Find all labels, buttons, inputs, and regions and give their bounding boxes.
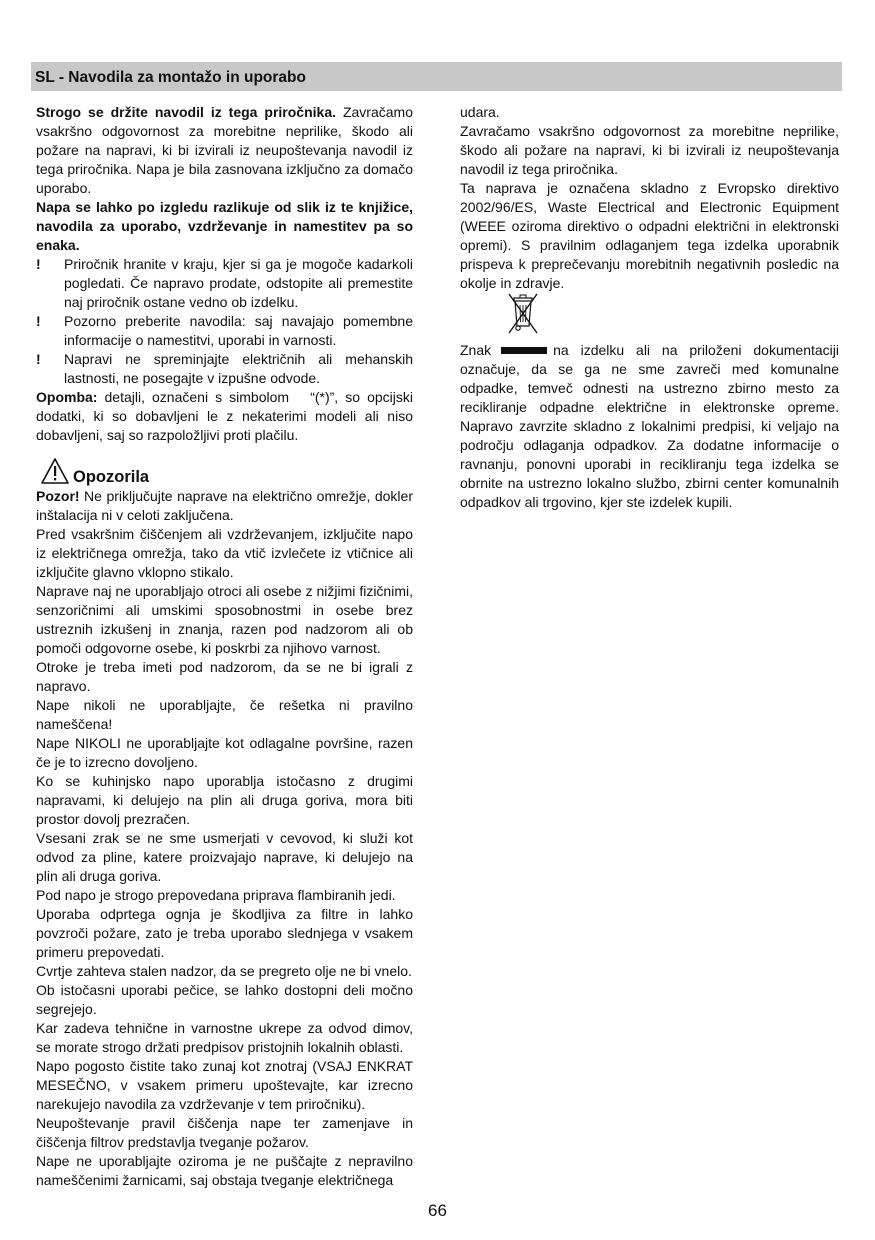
bullet-item xyxy=(36,255,413,312)
images-note: Napa se lahko po izgledu razlikuje od slik iz te knjižice, navodila za uporabo, vzdrževanje in namestitev pa so enaka. xyxy=(36,199,413,253)
continuation-text: udara. xyxy=(460,104,500,120)
weee-text: na izdelku ali na priloženi dokumentaciji označuje, da se ga ne sme zavreči med komunalne odpadke, temveč odnesti na ustrezno zbirno mesto za recikliranje odpadne električne in elektronske opreme. Napravo zavrzite skladno z lokalnimi predpisi, ki veljajo na področju odlaganja odpadkov. Za dodatne informacije o ravnanju, ponovni uporabi in recikliranju tega izdelka se obrnite na ustrezno lokalno službo, zbirni center komunalnih odpadkov ali trgovino, kjer ste izdelek kupili. xyxy=(460,342,839,510)
warning-paragraph: Nape ne uporabljajte oziroma je ne puščajte z nepravilno nameščenimi žarnicami, saj obstaja tveganje električnega xyxy=(36,1153,413,1188)
crossed-out-wheelie-bin-icon xyxy=(508,293,538,335)
warning-title: Opozorila xyxy=(73,468,150,486)
warning-paragraph: Ob istočasni uporabi pečice, se lahko dostopni deli močno segrejejo. xyxy=(36,982,413,1017)
warning-paragraph: Uporaba odprtega ognja je škodljiva za filtre in lahko povzroči požare, zato je treba uporabo slednjega v vsakem primeru prepovedati. xyxy=(36,906,413,960)
weee-word: Znak xyxy=(460,342,492,358)
warning-first-text: Ne priključujte naprave na električno omrežje, dokler inštalacija ni v celoti zaključena. xyxy=(36,488,413,523)
bullet-text: Priročnik hranite v kraju, kjer si ga je mogoče kadarkoli pogledati. Če napravo prodate, odstopite ali premestite naj priročnik ostane vedno ob izdelku. xyxy=(64,256,413,310)
warning-paragraph: Pod napo je strogo prepovedana priprava flambiranih jedi. xyxy=(36,887,396,903)
left-column xyxy=(36,103,413,1190)
warning-paragraph: Nape NIKOLI ne uporabljajte kot odlagalne površine, razen če je to izrecno dovoljeno. xyxy=(36,735,413,770)
weee-paragraph xyxy=(460,341,839,512)
warning-triangle-icon xyxy=(40,457,70,485)
weee-directive-paragraph: Ta naprava je označena skladno z Evropsko direktivo 2002/96/ES, Waste Electrical and Electronic Equipment (WEEE oziroma direktivo o odpadni električni in elektronski opremi). S pravilnim odlaganjem tega izdelka uporabnik prispeva k preprečevanju morebitnih negativnih posledic na okolje in zdravje. xyxy=(460,180,839,291)
warning-paragraph: Pred vsakršnim čiščenjem ali vzdrževanjem, izključite napo iz električnega omrežja, tako da vtič izvlečete iz vtičnice ali izključite glavno vklopno stikalo. xyxy=(36,526,413,580)
intro-bold: Strogo se držite navodil iz tega priročnika. xyxy=(36,104,337,120)
section-title: SL - Navodila za montažo in uporabo xyxy=(35,69,306,86)
black-bar-symbol xyxy=(501,347,547,354)
liability-paragraph: Zavračamo vsakršno odgovornost za morebitne neprilike, škodo ali požare na napravi, ki bi izvirali iz neupoštevanja navodil iz tega priročnika. xyxy=(460,123,839,177)
warning-heading xyxy=(36,459,413,487)
bullet-text: Pozorno preberite navodila: saj navajajo pomembne informacije o namestitvi, uporabi in varnosti. xyxy=(64,313,413,348)
warning-paragraph: Kar zadeva tehnične in varnostne ukrepe za odvod dimov, se morate strogo držati predpisov pristojnih lokalnih oblasti. xyxy=(36,1020,413,1055)
warning-paragraph: Nape nikoli ne uporabljajte, če rešetka ni pravilno nameščena! xyxy=(36,697,413,732)
page-number: 66 xyxy=(428,1201,447,1220)
note-text: detajli, označeni s simbolom “(*)”, so opcijski dodatki, ki so dobavljeni le z nekaterimi modeli ali niso dobavljeni, saj so razpoložljivi proti plačilu. xyxy=(36,389,413,443)
bullet-text: Napravi ne spreminjajte električnih ali mehanskih lastnosti, ne posegajte v izpušne odvode. xyxy=(64,351,413,386)
warning-bold: Pozor! xyxy=(36,488,80,504)
weee-symbol-row xyxy=(460,293,839,341)
intro-paragraph xyxy=(36,103,413,198)
section-header-bar xyxy=(31,62,842,91)
warning-paragraph: Napo pogosto čistite tako zunaj kot znotraj (VSAJ ENKRAT MESEČNO, v vsakem primeru upoštevajte, kar izrecno narekujejo navodila za vzdrževanje v tem priročniku). xyxy=(36,1058,413,1112)
warning-paragraph: Naprave naj ne uporabljajo otroci ali osebe z nižjimi fizičnimi, senzoričnimi ali umskimi sposobnostmi in osebe brez ustreznih izkušenj in znanja, razen pod nadzorom ali ob pomoči odgovorne osebe, ki poskrbi za njihovo varnost. xyxy=(36,583,413,656)
bullet-item xyxy=(36,350,413,388)
intro-text: Zavračamo vsakršno odgovornost za morebitne neprilike, škodo ali požare na napravi, ki bi izvirali iz neupoštevanja navodil iz tega priročnika. Napa je bila zasnovana izključno za domačo uporabo. xyxy=(36,104,413,196)
bullet-mark: ! xyxy=(36,351,41,367)
warning-first-paragraph xyxy=(36,487,413,525)
bullet-mark: ! xyxy=(36,256,41,272)
warning-paragraph: Cvrtje zahteva stalen nadzor, da se pregreto olje ne bi vnelo. xyxy=(36,963,412,979)
right-column xyxy=(460,103,839,512)
bullet-mark: ! xyxy=(36,313,41,329)
bullet-item xyxy=(36,312,413,350)
note-label: Opomba: xyxy=(36,389,98,405)
warning-paragraph: Vsesani zrak se ne sme usmerjati v cevovod, ki služi kot odvod za pline, katere proizvajajo naprave, ki delujejo na plin ali druga goriva. xyxy=(36,830,413,884)
note-paragraph xyxy=(36,388,413,445)
warning-paragraph: Neupoštevanje pravil čiščenja nape ter zamenjave in čiščenja filtrov predstavlja tveganje požarov. xyxy=(36,1115,413,1150)
warning-paragraph: Otroke je treba imeti pod nadzorom, da se ne bi igrali z napravo. xyxy=(36,659,413,694)
warning-paragraph: Ko se kuhinjsko napo uporablja istočasno z drugimi napravami, ki delujejo na plin ali druga goriva, mora biti prostor dovolj prezračen. xyxy=(36,773,413,827)
